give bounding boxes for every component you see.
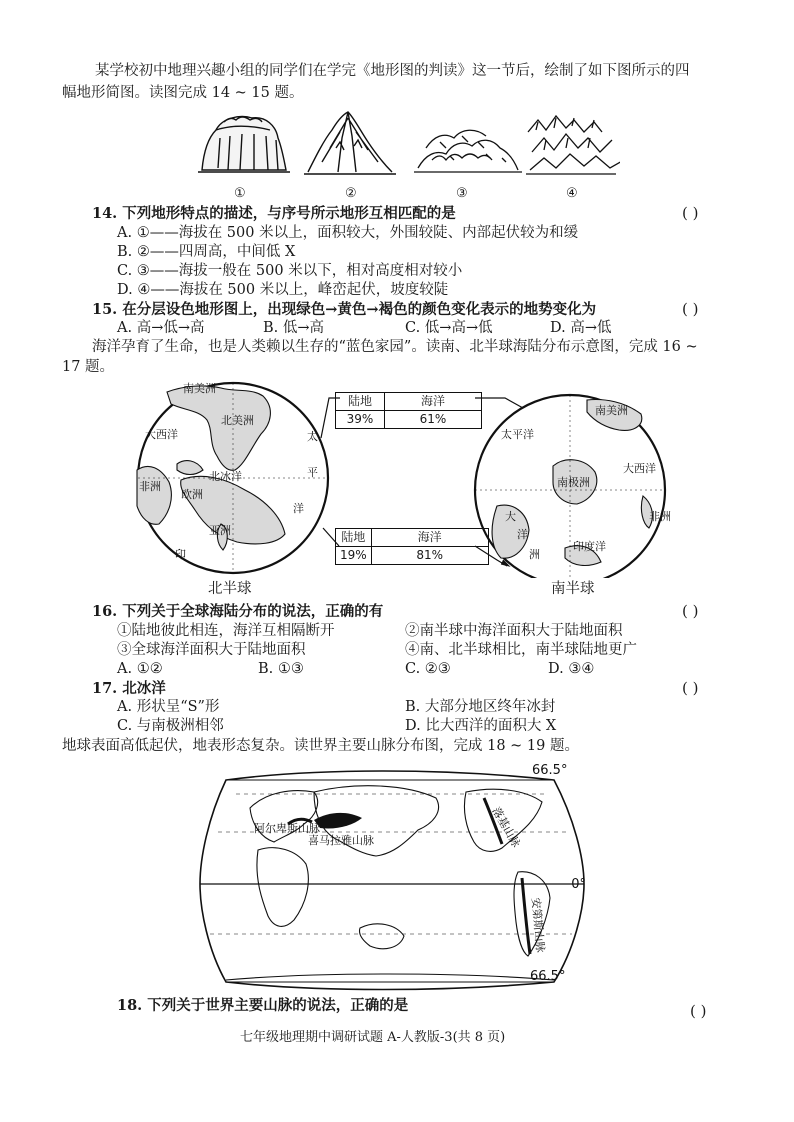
q14-stem: 14. 下列地形特点的描述，与序号所示地形互相匹配的是 [92,205,456,222]
q17-stem: 17. 北冰洋 [92,680,166,697]
mountain-range-sketch [526,116,620,174]
q16-option-b: B. ①③ [258,661,304,677]
label-himalaya: 喜马拉雅山脉 [308,834,374,847]
intro-line-2: 幅地形简图。读图完成 14 ~ 15 题。 [62,85,304,101]
sketch-label-3: ③ [456,186,468,201]
sketch-label-1: ① [234,186,246,201]
intro-line-1: 某学校初中地理兴趣小组的同学们在学完《地形图的判读》这一节后，绘制了如下图所示的四 [95,63,690,79]
north-hemisphere-caption: 北半球 [208,581,252,597]
q16-statement-4: ④南、北半球相比，南半球陆地更广 [405,642,637,658]
intro2-line-2: 17 题。 [62,359,115,375]
north-label-north-america: 北美洲 [221,414,254,427]
north-label-pacific-1: 太 [307,430,318,443]
q18-answer-paren[interactable]: ( ) [690,1002,707,1020]
south-label-australia-2: 洋 [517,528,528,541]
north-label-indian: 印 [175,548,186,561]
north-label-europe: 欧洲 [181,488,203,501]
q15-stem: 15. 在分层设色地形图上，出现绿色→黄色→褐色的颜色变化表示的地势变化为 [92,301,597,318]
q16-option-a: A. ①② [117,661,163,677]
north-label-arctic: 北冰洋 [209,470,242,483]
page-footer: 七年级地理期中调研试题 A-人教版-3(共 8 页) [240,1030,506,1045]
terrain-sketches [190,108,620,188]
north-table-connector-right [475,398,523,408]
south-ocean-label: 海洋 [371,529,488,547]
q17-answer-paren[interactable]: ( ) [682,679,699,697]
q14-option-a: A. ①——海拔在 500 米以上，面积较大，外围较陡、内部起伏较为和缓 [117,225,579,241]
south-label-africa: 非洲 [649,510,671,523]
north-label-pacific-3: 洋 [293,502,304,515]
north-ocean-value: 61% [385,411,482,429]
world-mountain-map [196,758,588,994]
south-land-value: 19% [336,547,372,565]
q17-option-a: A. 形状呈“S”形 [117,699,220,715]
sketch-label-4: ④ [566,186,578,201]
north-label-asia: 亚洲 [209,524,231,537]
north-ratio-table [335,392,482,429]
hills-sketch [414,130,522,172]
latitude-label-bottom: 66.5° [530,969,566,984]
south-ocean-value: 81% [371,547,488,565]
north-label-africa: 非洲 [139,480,161,493]
q15-option-a: A. 高→低→高 [117,320,205,336]
north-label-pacific-2: 平 [307,466,318,479]
label-andes: 安第斯山脉 [529,897,547,954]
north-label-south-america: 南美洲 [183,382,216,395]
plateau-sketch [198,117,290,173]
label-rocky: 落基山脉 [489,805,523,850]
south-label-australia-1: 大 [505,510,516,523]
q17-option-d: D. 比大西洋的面积大 X [405,718,557,734]
q16-option-d: D. ③④ [548,661,595,677]
south-hemisphere-caption: 南半球 [551,581,595,597]
south-label-south-america: 南美洲 [595,404,628,417]
q16-stem: 16. 下列关于全球海陆分布的说法，正确的有 [92,603,384,620]
q14-option-b: B. ②——四周高，中间低 X [117,244,296,260]
q16-option-c: C. ②③ [405,661,451,677]
q15-option-c: C. 低→高→低 [405,320,493,336]
q14-option-d: D. ④——海拔在 500 米以上，峰峦起伏，坡度较陡 [117,282,449,298]
intro3-line-1: 地球表面高低起伏，地表形态复杂。读世界主要山脉分布图，完成 18 ~ 19 题。 [62,738,579,754]
q16-statement-2: ②南半球中海洋面积大于陆地面积 [405,623,623,639]
mountain-sketch [304,112,396,174]
intro2-line-1: 海洋孕育了生命，也是人类赖以生存的“蓝色家园”。读南、北半球海陆分布示意图，完成 16 ~ [92,339,698,355]
south-label-antarctica: 南极洲 [557,476,590,489]
q18-stem: 18. 下列关于世界主要山脉的说法，正确的是 [117,997,409,1014]
q17-option-b: B. 大部分地区终年冰封 [405,699,556,715]
north-label-atlantic: 大西洋 [145,428,178,441]
south-label-atlantic: 大西洋 [623,462,656,475]
q16-answer-paren[interactable]: ( ) [682,602,699,620]
sketch-label-2: ② [345,186,357,201]
q15-option-b: B. 低→高 [263,320,325,336]
north-land-label: 陆地 [336,393,385,411]
north-land-value: 39% [336,411,385,429]
q14-option-c: C. ③——海拔一般在 500 米以下，相对高度相对较小 [117,263,463,279]
south-label-pacific: 太平洋 [501,428,534,441]
q16-statement-1: ①陆地彼此相连，海洋互相隔断开 [117,623,335,639]
q17-option-c: C. 与南极洲相邻 [117,718,224,734]
south-label-australia-3: 洲 [529,548,540,561]
label-alps: 阿尔卑斯山脉 [254,822,320,835]
q15-answer-paren[interactable]: ( ) [682,300,699,318]
q15-option-d: D. 高→低 [550,320,612,336]
latitude-label-equator: 0° [571,877,586,892]
q14-answer-paren[interactable]: ( ) [682,204,699,222]
north-ocean-label: 海洋 [385,393,482,411]
q16-statement-3: ③全球海洋面积大于陆地面积 [117,642,306,658]
south-land-label: 陆地 [336,529,372,547]
south-ratio-table [335,528,489,565]
south-label-indian: 印度洋 [573,540,606,553]
latitude-label-top: 66.5° [532,763,568,778]
